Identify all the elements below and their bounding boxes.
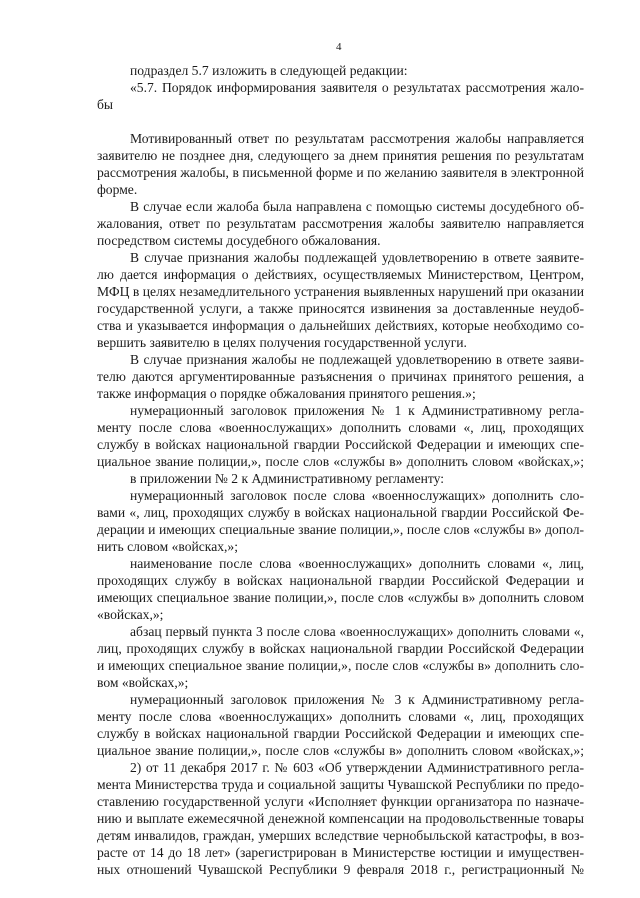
text-line: нумерационный заголовок после слова «военнослужащих» дополнить сло- [130, 488, 584, 503]
text-line: Мотивированный ответ по результатам рассмотрения жалобы направляется [130, 131, 584, 146]
text-line: циальное звание полиции,», после слов «службы в» дополнить словом «войсках,»; [97, 743, 584, 758]
text-line: подраздел 5.7 изложить в следующей редакции: [130, 63, 408, 78]
text-line: рассмотрения жалобы, в письменной форме и по желанию заявителя в электронной [97, 165, 584, 180]
text-line: нумерационный заголовок приложения № 3 к Административному регла- [130, 692, 584, 707]
text-line: и имеющих специальное звание полиции,», после слов «службы в» дополнить сло- [97, 658, 584, 673]
text-line: В случае если жалоба была направлена с помощью системы досудебного об- [130, 199, 584, 214]
text-line: заявителю не позднее дня, следующего за днем принятия решения по результатам [97, 148, 584, 163]
text-line: МФЦ в целях незамедлительного устранения выявленных нарушений при оказании [97, 284, 584, 299]
text-line: вами «, лиц, проходящих службу в войсках национальной гвардии Российской Фе- [97, 505, 584, 520]
text-line: имеющих специальное звание полиции,», после слов «службы в» дополнить словом [97, 590, 584, 605]
text-line: «5.7. Порядок информирования заявителя о результатах рассмотрения жало- [130, 80, 584, 95]
text-line: менту после слова «военнослужащих» дополнить словами «, лиц, проходящих [97, 420, 584, 435]
text-line: вом «войсках,»; [97, 675, 189, 690]
text-line: бы [97, 97, 114, 112]
text-line: лиц, проходящих службу в войсках национальной гвардии Российской Федерации [97, 641, 584, 656]
text-line: мента Министерства труда и социальной защиты Чувашской Республики по предо- [97, 777, 584, 792]
text-line: абзац первый пункта 3 после слова «военнослужащих» дополнить словами «, [130, 624, 584, 639]
text-line: в приложении № 2 к Административному регламенту: [130, 471, 445, 486]
text-line: В случае признания жалобы не подлежащей удовлетворению в ответе заяви- [130, 352, 584, 367]
text-line: также информация о порядке обжалования принятого решения.»; [97, 386, 476, 401]
text-line: ства и указывается информация о дальнейших действиях, которые необходимо со- [97, 318, 584, 333]
text-line: «войсках,»; [97, 607, 164, 622]
text-line: наименование после слова «военнослужащих» дополнить словами «, лиц, [130, 556, 584, 571]
page-number: 4 [336, 41, 342, 53]
text-line: службу в войсках национальной гвардии Российской Федерации и имеющих спе- [97, 726, 584, 741]
text-line: телю даются аргументированные разъяснения о причинах принятого решения, а [97, 369, 584, 384]
text-line: нумерационный заголовок приложения № 1 к Административному регла- [130, 403, 584, 418]
text-line: посредством системы досудебного обжалования. [97, 233, 381, 248]
text-line: форме. [97, 182, 138, 197]
text-line: ных отношений Чувашской Республики 9 февраля 2018 г., регистрационный № [97, 862, 584, 877]
text-line: циальное звание полиции,», после слов «службы в» дополнить словом «войсках,»; [97, 454, 584, 469]
text-line: дерации и имеющих специальные звание полиции,», после слов «службы в» допол- [97, 522, 584, 537]
text-line: жалования, ответ по результатам рассмотрения жалобы заявителю направляется [97, 216, 584, 231]
text-line: вершить заявителю в целях получения государственной услуги. [97, 335, 467, 350]
text-line: государственной услуги, а также приносятся извинения за доставленные неудоб- [97, 301, 584, 316]
text-line: В случае признания жалобы подлежащей удовлетворению в ответе заявите- [130, 250, 584, 265]
text-line: детям инвалидов, граждан, умерших вследствие чернобыльской катастрофы, в воз- [97, 828, 584, 843]
text-line: 2) от 11 декабря 2017 г. № 603 «Об утверждении Административного регла- [130, 760, 584, 775]
text-line: лю дается информация о действиях, осуществляемых Министерством, Центром, [97, 267, 584, 282]
text-line: проходящих службу в войсках национальной гвардии Российской Федерации и [97, 573, 584, 588]
text-line: нить словом «войсках,»; [97, 539, 238, 554]
text-line: нию и выплате ежемесячной денежной компенсации на продовольственные товары [97, 811, 584, 826]
text-line: ставлению государственной услуги «Исполняет функции организатора по назначе- [97, 794, 584, 809]
text-line: менту после слова «военнослужащих» дополнить словами «, лиц, проходящих [97, 709, 584, 724]
text-line: службу в войсках национальной гвардии Российской Федерации и имеющих спе- [97, 437, 584, 452]
text-line: расте от 14 до 18 лет» (зарегистрирован в Министерстве юстиции и имуществен- [97, 845, 584, 860]
